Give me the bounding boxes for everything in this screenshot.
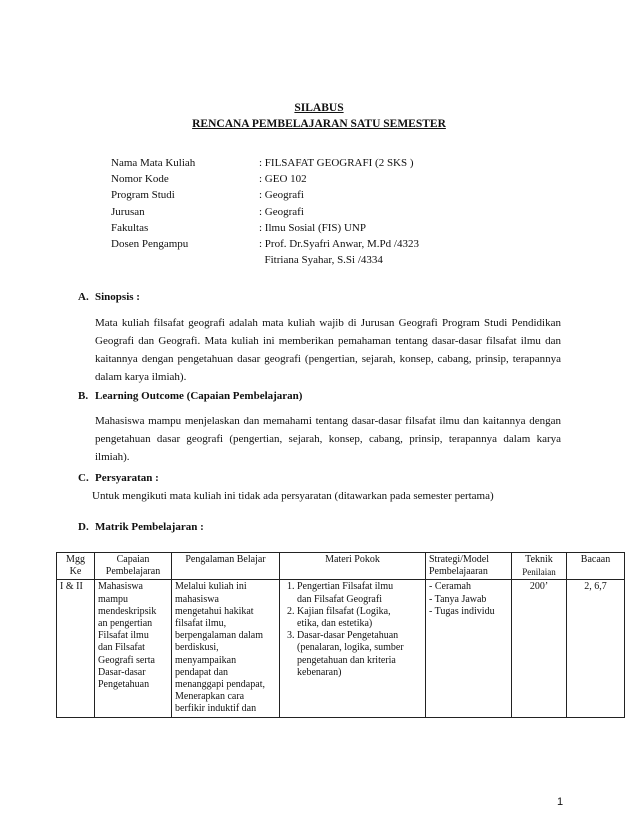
info-row-lecturer-2 xyxy=(111,252,419,268)
header-assessment xyxy=(512,553,567,580)
info-label: Jurusan xyxy=(111,205,145,218)
header-week xyxy=(57,553,95,580)
cell-experience xyxy=(172,580,280,717)
cell-week: I & II xyxy=(57,580,95,717)
learning-matrix-table xyxy=(56,552,625,718)
cell-line: 1. Pengertian Filsafat ilmu xyxy=(297,581,394,593)
list-item xyxy=(297,630,422,679)
section-letter: A. xyxy=(78,291,89,303)
page-number: 1 xyxy=(557,796,564,808)
cell-line: etika, dan estetika) xyxy=(297,618,373,630)
header-strategy xyxy=(426,553,512,580)
section-title: Persyaratan : xyxy=(95,472,159,484)
header-text: Pembelajaaran xyxy=(429,566,488,578)
header-material xyxy=(280,553,426,580)
list-item xyxy=(297,581,422,605)
material-list xyxy=(283,581,422,679)
cell-material xyxy=(280,580,426,717)
section-letter: B. xyxy=(78,390,89,402)
header-reading xyxy=(567,553,625,580)
cell-line: mengetahui hakikat xyxy=(175,605,254,617)
cell-reading: 2, 6,7 xyxy=(567,580,625,717)
cell-line: 3. Dasar-dasar Pengetahuan xyxy=(297,630,399,642)
info-value: : Geografi xyxy=(259,205,304,218)
info-value: : Ilmu Sosial (FIS) UNP xyxy=(259,221,366,234)
header-text: Pembelajaran xyxy=(105,566,161,578)
table-row xyxy=(57,580,625,717)
section-letter: C. xyxy=(78,472,89,484)
cell-line: kebenaran) xyxy=(297,666,342,678)
list-item: - Tanya Jawab xyxy=(429,594,508,606)
section-c-text: Untuk mengikuti mata kuliah ini tidak ada persyaratan (ditawarkan pada semester pertama) xyxy=(92,490,494,502)
info-row-course-name xyxy=(111,155,419,171)
cell-outcome xyxy=(95,580,172,717)
header-text: Teknik xyxy=(525,554,553,565)
info-value: : Geografi xyxy=(259,189,304,202)
info-row-program xyxy=(111,187,419,203)
cell-assessment: 200’ xyxy=(512,580,567,717)
header-text: Strategi/Model xyxy=(429,554,489,565)
strategy-list xyxy=(429,581,508,618)
info-value: Fitriana Syahar, S.Si /4334 xyxy=(259,254,383,267)
header-text: Ke xyxy=(69,566,82,578)
header-outcome xyxy=(95,553,172,580)
section-title: Learning Outcome (Capaian Pembelajaran) xyxy=(95,390,303,402)
info-row-department xyxy=(111,204,419,220)
cell-line: filsafat ilmu, xyxy=(175,618,227,630)
cell-line: menyampaikan xyxy=(175,654,237,666)
section-letter: D. xyxy=(78,521,89,533)
info-value: : Prof. Dr.Syafri Anwar, M.Pd /4323 xyxy=(259,238,419,251)
cell-line: Filsafat ilmu xyxy=(98,630,149,642)
header-text: Mgg xyxy=(66,554,85,565)
list-item xyxy=(297,606,422,630)
cell-line: dan Filsafat Geografi xyxy=(297,593,382,605)
cell-line: (penalaran, logika, sumber xyxy=(297,642,404,654)
info-label: Dosen Pengampu xyxy=(111,238,189,251)
cell-line: Melalui kuliah ini xyxy=(175,581,247,593)
section-d-heading xyxy=(78,521,204,533)
header-text: Materi Pokok xyxy=(325,554,380,565)
info-label: Nomor Kode xyxy=(111,173,169,186)
section-title: Sinopsis : xyxy=(95,291,140,303)
info-label: Program Studi xyxy=(111,189,175,202)
cell-line: Pengetahuan xyxy=(98,679,150,691)
document-title: SILABUS xyxy=(294,102,344,114)
list-item: - Tugas individu xyxy=(429,606,508,618)
cell-line: Dasar-dasar xyxy=(98,666,146,678)
section-a-heading xyxy=(78,291,140,303)
cell-line: berfikir induktif dan xyxy=(175,703,257,715)
cell-line: Menerapkan cara xyxy=(175,691,245,703)
header-text: Capaian xyxy=(116,554,150,565)
cell-line: berdiskusi, xyxy=(175,642,219,654)
info-label xyxy=(111,252,259,268)
section-a-text: Mata kuliah filsafat geografi adalah mata kuliah wajib di Jurusan Geografi Program Studi Pendidikan Geografi dan Geografi. Mata kuliah ini memberikan pemahaman tentang dasar-dasar filsafat ilmu dan kaitannya dengan pengetahuan dasar geografi (pengertian, sejarah, konsep, cabang, prinsip, terapannya dalam karya ilmiah). xyxy=(95,317,561,383)
header-text: Penilaian xyxy=(522,567,556,578)
info-label: Nama Mata Kuliah xyxy=(111,157,196,169)
info-row-faculty xyxy=(111,220,419,236)
cell-line: 2. Kajian filsafat (Logika, xyxy=(297,605,391,617)
cell-line: menanggapi pendapat, xyxy=(175,679,265,691)
info-row-lecturer xyxy=(111,236,419,252)
document-subtitle: RENCANA PEMBELAJARAN SATU SEMESTER xyxy=(192,118,446,130)
list-item: - Ceramah xyxy=(429,581,508,593)
cell-line: pendapat dan xyxy=(175,666,229,678)
table-header-row xyxy=(57,553,625,580)
info-value: : FILSAFAT GEOGRAFI (2 SKS ) xyxy=(259,157,414,169)
cell-line: an pengertian xyxy=(98,618,153,630)
cell-line: dan Filsafat xyxy=(98,642,145,654)
cell-line: Geografi serta xyxy=(98,654,155,666)
cell-line: pengetahuan dan kriteria xyxy=(297,654,396,666)
info-row-code xyxy=(111,171,419,187)
header-text: Pengalaman Belajar xyxy=(185,554,266,565)
header-text: Bacaan xyxy=(580,554,611,565)
cell-line: mampu xyxy=(98,593,128,605)
cell-line: Mahasiswa xyxy=(98,581,143,593)
section-c-heading xyxy=(78,472,159,484)
course-info xyxy=(111,155,419,268)
section-title: Matrik Pembelajaran : xyxy=(95,521,204,533)
cell-line: mendeskripsik xyxy=(98,605,157,617)
info-value: : GEO 102 xyxy=(259,173,307,186)
header-experience xyxy=(172,553,280,580)
cell-line: berpengalaman dalam xyxy=(175,630,264,642)
section-b-heading xyxy=(78,390,302,402)
section-b-text: Mahasiswa mampu menjelaskan dan memahami tentang dasar-dasar filsafat ilmu dan kaitannya dengan pengetahuan dasar geografi (pengertian, sejarah, konsep, cabang, prinsip, terapannya dalam karya ilmiah). xyxy=(95,415,561,463)
info-label: Fakultas xyxy=(111,221,149,234)
cell-strategy xyxy=(426,580,512,717)
cell-line: mahasiswa xyxy=(175,593,219,605)
